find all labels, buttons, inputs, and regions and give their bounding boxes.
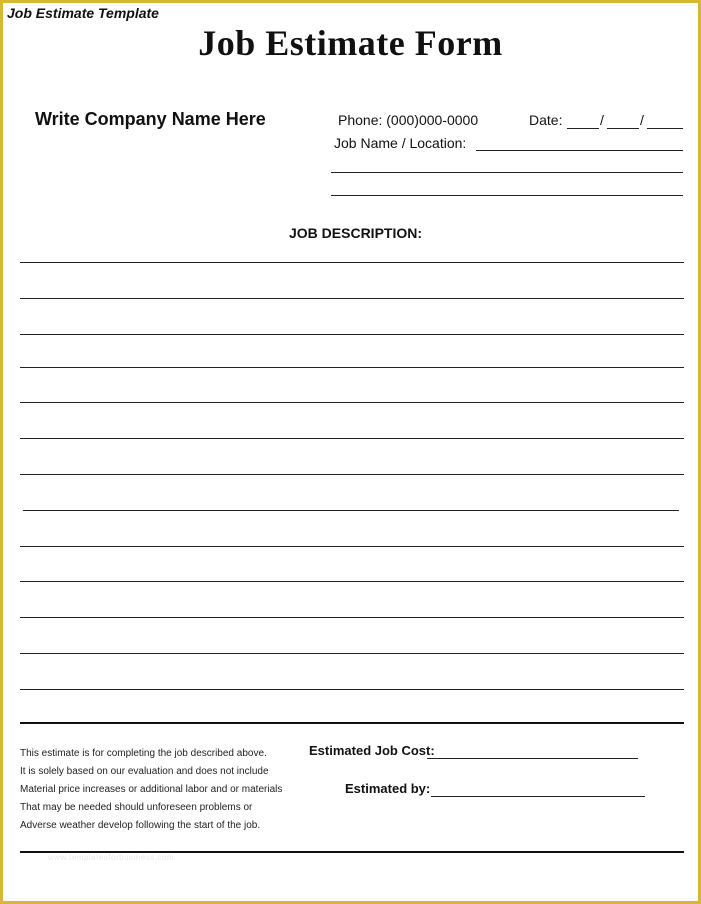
- disclaimer-line: Material price increases or additional labor and or materials: [20, 784, 283, 795]
- description-line[interactable]: [20, 367, 684, 368]
- estimated-cost-field[interactable]: [427, 758, 638, 759]
- description-line[interactable]: [20, 262, 684, 263]
- section-divider: [20, 722, 684, 724]
- job-location-line-2[interactable]: [331, 172, 683, 173]
- disclaimer-line: Adverse weather develop following the start of the job.: [20, 820, 261, 831]
- estimated-cost-label: Estimated Job Cost:: [309, 743, 435, 758]
- disclaimer-text: [20, 745, 282, 835]
- company-name-field[interactable]: Write Company Name Here: [35, 109, 266, 129]
- disclaimer-line: It is solely based on our evaluation and does not include: [20, 766, 269, 777]
- disclaimer-line: This estimate is for completing the job described above.: [20, 748, 267, 759]
- description-line[interactable]: [20, 689, 684, 690]
- job-name-field[interactable]: [476, 150, 683, 151]
- description-line[interactable]: [20, 298, 684, 299]
- estimated-by-label: Estimated by:: [345, 781, 431, 796]
- description-line[interactable]: [20, 546, 684, 547]
- job-location-line-3[interactable]: [331, 195, 683, 196]
- job-name-label: Job Name / Location:: [334, 135, 467, 151]
- description-line[interactable]: [20, 438, 684, 439]
- watermark-text: www.templatesforbusiness.com: [48, 853, 175, 862]
- phone-field[interactable]: Phone: (000)000-0000: [338, 112, 479, 128]
- page-title: Job Estimate Form: [198, 23, 503, 63]
- date-year-field[interactable]: [647, 128, 683, 129]
- date-month-field[interactable]: [567, 128, 599, 129]
- date-day-field[interactable]: [607, 128, 639, 129]
- description-line[interactable]: [20, 334, 684, 335]
- description-line[interactable]: [20, 653, 684, 654]
- job-description-heading: JOB DESCRIPTION:: [289, 225, 423, 241]
- description-line[interactable]: [23, 510, 679, 511]
- description-line[interactable]: [20, 617, 684, 618]
- description-line[interactable]: [20, 402, 684, 403]
- date-separator-2: /: [640, 112, 644, 128]
- description-line[interactable]: [20, 474, 684, 475]
- date-separator-1: /: [600, 112, 604, 128]
- estimated-by-field[interactable]: [431, 796, 645, 797]
- disclaimer-line: That may be needed should unforeseen problems or: [20, 802, 253, 813]
- date-label: Date:: [529, 112, 563, 128]
- description-line[interactable]: [20, 581, 684, 582]
- template-label: Job Estimate Template: [7, 5, 159, 21]
